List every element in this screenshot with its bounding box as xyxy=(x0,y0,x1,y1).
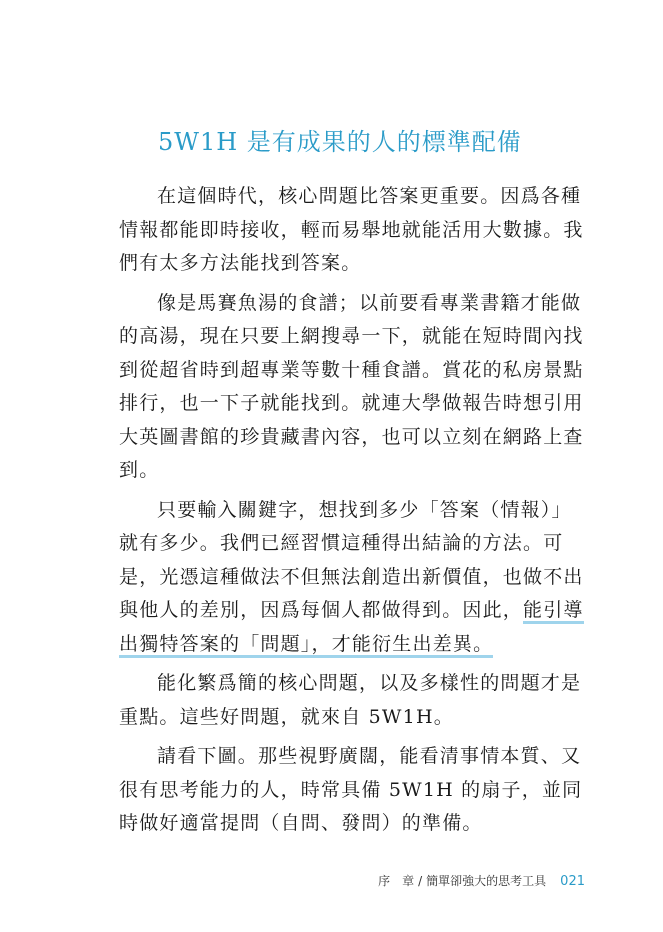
running-footer xyxy=(370,872,585,889)
page-number: 021 xyxy=(560,874,585,889)
paragraph xyxy=(119,667,589,734)
paragraph-text: 在這個時代，核心問題比答案更重要。因爲各種情報都能即時接收，輕而易舉地就能活用大數據。我們有太多方法能找到答案。 xyxy=(119,185,584,274)
footer-separator: / xyxy=(418,874,423,888)
section-heading: 5W1H 是有成果的人的標準配備 xyxy=(158,128,522,156)
paragraph-text: 請看下圖。那些視野廣闊，能看清事情本質、又很有思考能力的人，時常具備 5W1H 的扇子，並同時做好適當提問（自問、發問）的準備。 xyxy=(119,745,583,834)
paragraph-text: 只要輸入關鍵字，想找到多少「答案（情報）」就有多少。我們已經習慣這種得出結論的方法。可是，光憑這種做法不但無法創造出新價值，也做不出與他人的差別，因爲每個人都做得到。因此， xyxy=(119,498,584,621)
footer-chapter: 序 章 xyxy=(378,874,415,888)
body-text xyxy=(119,180,589,847)
highlighted-text: 能引導出獨特答案的「問題」，才能衍生出差異。 xyxy=(119,599,584,658)
footer-title: 簡單卻強大的思考工具 xyxy=(426,874,547,888)
paragraph xyxy=(119,287,589,488)
paragraph xyxy=(119,740,589,841)
paragraph xyxy=(119,180,589,281)
paragraph-text: 能化繁爲簡的核心問題，以及多樣性的問題才是重點。這些好問題，就來自 5W1H。 xyxy=(119,672,582,728)
paragraph xyxy=(119,494,589,662)
paragraph-text: 像是馬賽魚湯的食譜；以前要看專業書籍才能做的高湯，現在只要上網搜尋一下，就能在短時間內找到從超省時到超專業等數十種食譜。賞花的私房景點排行，也一下子就能找到。就連大學做報告時想引用大英圖書館的珍貴藏書內容，也可以立刻在網路上查到。 xyxy=(119,291,584,481)
